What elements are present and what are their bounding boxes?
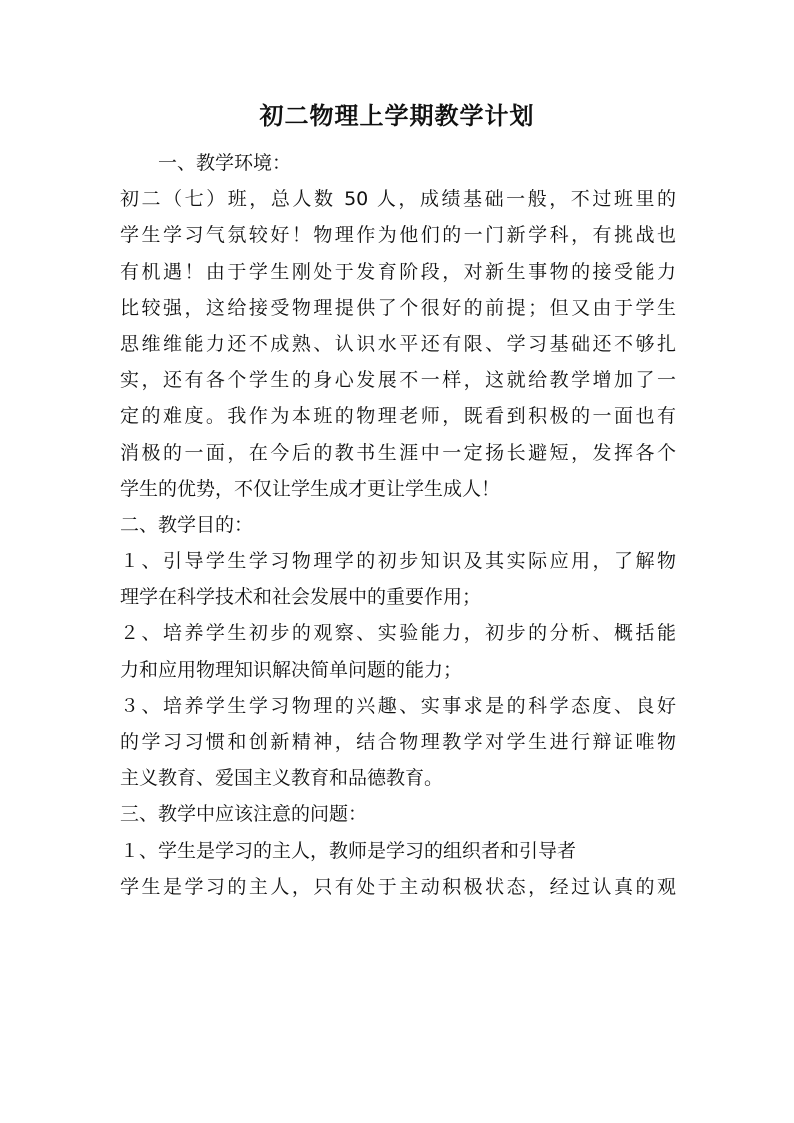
paragraph-line: 力和应用物理知识解决简单问题的能力； <box>120 658 463 681</box>
paragraph-line: ２、培养学生初步的观察、实验能力，初步的分析、概括能 <box>120 622 676 645</box>
paragraph-line: 有机遇！由于学生刚处于发育阶段，对新生事物的接受能力 <box>120 260 676 283</box>
paragraph-line: 理学在科学技术和社会发展中的重要作用； <box>120 586 482 609</box>
paragraph-line: 的学习习惯和创新精神，结合物理教学对学生进行辩证唯物 <box>120 731 676 753</box>
paragraph-line: １、引导学生学习物理学的初步知识及其实际应用，了解物 <box>120 550 676 573</box>
section-heading-objectives: 二、教学目的： <box>120 513 254 536</box>
paragraph-line: 思维维能力还不成熟、认识水平还有限、学习基础还不够扎 <box>120 332 676 355</box>
paragraph-line: 学生的优势，不仅让学生成才更让学生成人！ <box>120 477 501 500</box>
paragraph-line: 初二（七）班，总人数 50 人，成绩基础一般，不过班里的 <box>120 188 676 211</box>
paragraph-line: 学生是学习的主人，只有处于主动积极状态，经过认真的观 <box>120 875 676 898</box>
paragraph-line: 学生学习气氛较好！物理作为他们的一门新学科，有挑战也 <box>120 224 676 247</box>
section-heading-issues: 三、教学中应该注意的问题： <box>120 803 368 826</box>
page-title: 初二物理上学期教学计划 <box>259 101 535 130</box>
paragraph-line: 消极的一面，在今后的教书生涯中一定扬长避短，发挥各个 <box>120 441 676 464</box>
paragraph-line: 定的难度。我作为本班的物理老师，既看到积极的一面也有 <box>120 405 676 428</box>
paragraph-line: 主义教育、爱国主义教育和品德教育。 <box>120 767 444 790</box>
section-heading-environment: 一、教学环境： <box>158 152 292 174</box>
paragraph-line: １、学生是学习的主人，教师是学习的组织者和引导者 <box>120 839 577 862</box>
paragraph-line: 实，还有各个学生的身心发展不一样，这就给教学增加了一 <box>120 369 676 392</box>
paragraph-line: ３、培养学生学习物理的兴趣、实事求是的科学态度、良好 <box>120 694 676 717</box>
paragraph-line: 比较强，这给接受物理提供了个很好的前提；但又由于学生 <box>120 296 676 319</box>
document-body <box>120 145 676 905</box>
